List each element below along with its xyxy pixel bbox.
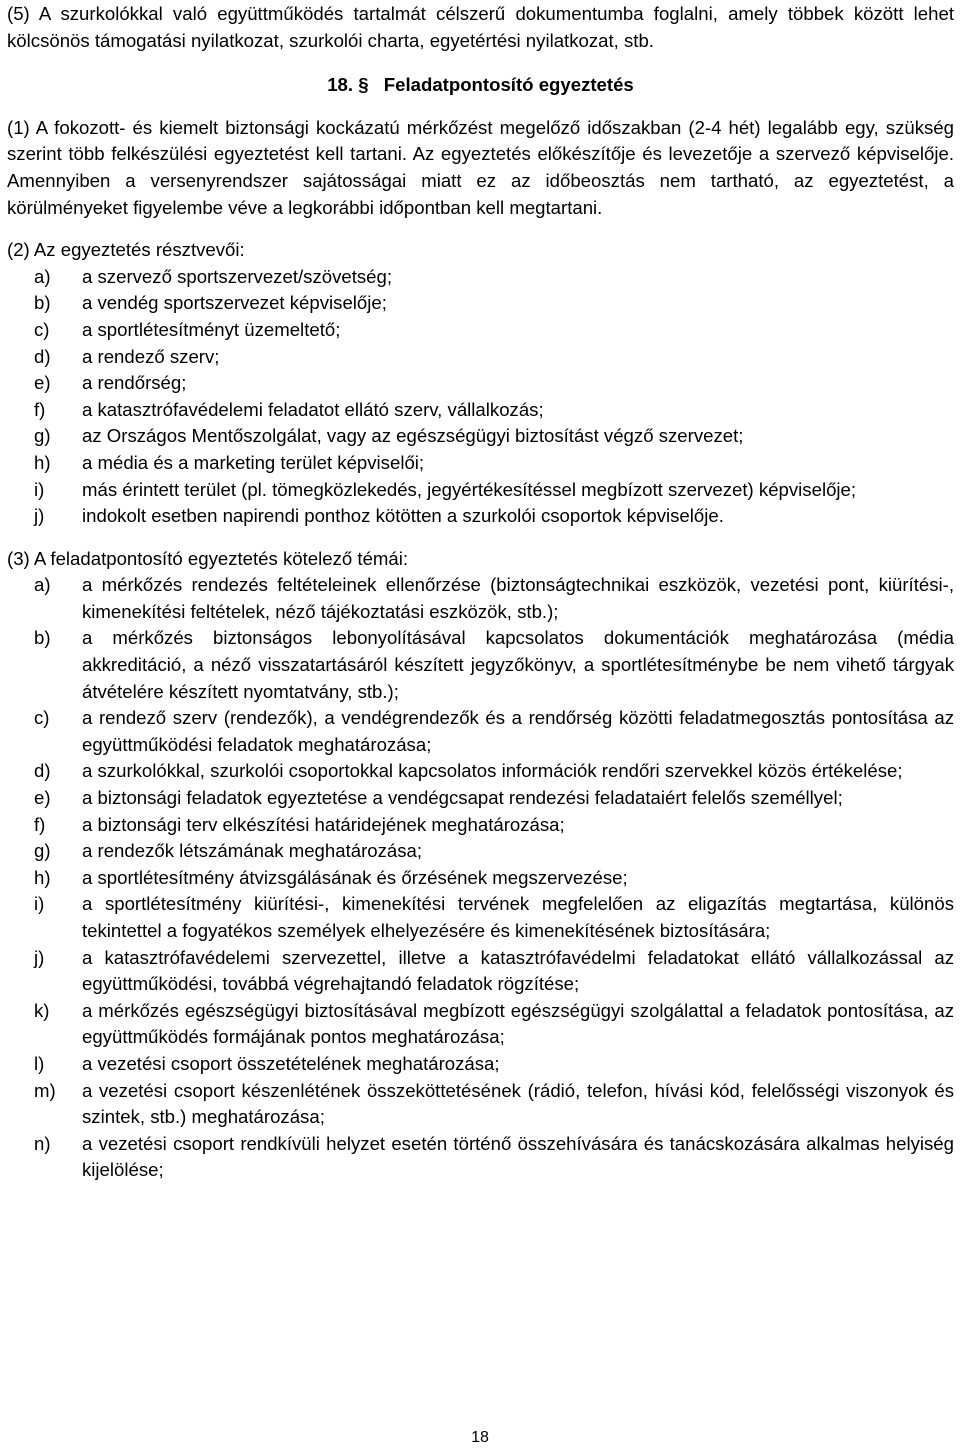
- list-item-text: a sportlétesítményt üzemeltető;: [82, 318, 341, 340]
- list-item: [7, 572, 954, 625]
- list-item: [7, 1131, 954, 1184]
- list-item-label: a): [34, 574, 51, 596]
- list-item-label: k): [34, 999, 50, 1021]
- list-item: [7, 1078, 954, 1131]
- list-item: [7, 423, 954, 450]
- list-item-text: a vendég sportszervezet képviselője;: [82, 292, 387, 314]
- list-item: [7, 812, 954, 839]
- list-item: [7, 290, 954, 317]
- section-title: Feladatpontosító egyeztetés: [383, 74, 634, 96]
- list-item-text: a biztonsági terv elkészítési határidejének meghatározása;: [82, 813, 565, 835]
- list-item-text: a szervező sportszervezet/szövetség;: [82, 265, 393, 287]
- list-item: [7, 397, 954, 424]
- list-item-text: a rendőrség;: [82, 372, 187, 394]
- list-item: [7, 891, 954, 944]
- list-item: [7, 998, 954, 1051]
- list-item-label: c): [34, 707, 50, 729]
- list-item: [7, 625, 954, 705]
- list-item-text: a vezetési csoport rendkívüli helyzet esetén történő összehívására és tanácskozására alkalmas helyiség kijelölése;: [82, 1132, 954, 1181]
- list-item: [7, 785, 954, 812]
- list-item-text: a média és a marketing terület képviselői;: [82, 451, 425, 473]
- list-item-text: az Országos Mentőszolgálat, vagy az egészségügyi biztosítást végző szervezet;: [82, 425, 744, 447]
- participants-list: [7, 264, 954, 530]
- list-item-label: h): [34, 451, 51, 473]
- list-item-label: j): [34, 505, 45, 527]
- section-symbol: §: [358, 74, 369, 96]
- list-item-text: a katasztrófavédelemi szervezettel, illetve a katasztrófavédelmi feladatokat ellátó vállalkozással az együttműködési, továbbá végrehajtandó feladatok rögzítése;: [82, 946, 954, 995]
- list-item: [7, 477, 954, 504]
- list-item-text: más érintett terület (pl. tömegközlekedés, jegyértékesítéssel megbízott szervezet) képviselője;: [82, 478, 857, 500]
- list-item: [7, 838, 954, 865]
- list-item-label: b): [34, 627, 51, 649]
- list-item-text: a biztonsági feladatok egyeztetése a vendégcsapat rendezési feladataiért felelős személlyel;: [82, 787, 843, 809]
- list-item-label: f): [34, 813, 46, 835]
- list-item-text: a sportlétesítmény átvizsgálásának és őrzésének megszervezése;: [82, 866, 628, 888]
- list-item-text: a rendező szerv (rendezők), a vendégrendezők és a rendőrség közötti feladatmegosztás pontosítása az együttműködési feladatok meghatározása;: [82, 707, 954, 755]
- list-item-text: indokolt esetben napirendi ponthoz kötötten a szurkolói csoportok képviselője.: [82, 505, 724, 527]
- list-item-label: i): [34, 893, 45, 915]
- list-item-label: m): [34, 1079, 56, 1101]
- list-item-label: i): [34, 478, 45, 500]
- list-item: [7, 758, 954, 785]
- list-item-label: a): [34, 265, 51, 287]
- page-number: 18: [471, 1429, 489, 1446]
- list-item-label: f): [34, 398, 46, 420]
- intro-paragraph: (5) A szurkolókkal való együttműködés tartalmát célszerű dokumentumba foglalni, amely többek között lehet kölcsönös támogatási nyilatkozat, szurkolói charta, egyetértési nyilatkozat, stb.: [7, 3, 954, 51]
- list-item-text: a rendező szerv;: [82, 345, 220, 367]
- list-item: [7, 370, 954, 397]
- list-item-text: a sportlétesítmény kiürítési-, kimenekítési tervének megfelelően az eligazítás megtartása, különös tekintettel a fogyatékos személyek elhelyezésére és kimenekítésének biztosítására;: [82, 893, 954, 941]
- paragraph-1: (1) A fokozott- és kiemelt biztonsági kockázatú mérkőzést megelőző időszakban (2-4 hét) legalább egy, szükség szerint több felkészülési egyeztetést kell tartani. Az egyeztetés előkészítője és levezetője a szervező képviselője. Amennyiben a versenyrendszer sajátosságai miatt ez az időbeosztás nem tartható, az egyeztetést, a körülményeket figyelembe véve a legkorábbi időpontban kell megtartani.: [7, 116, 954, 218]
- list-item-text: a mérkőzés egészségügyi biztosításával megbízott egészségügyi szolgálattal a feladatok pontosítása, az együttműködés formájának pontos meghatározása;: [82, 999, 954, 1048]
- list-item: [7, 945, 954, 998]
- list-item-label: d): [34, 345, 51, 367]
- list-item-label: e): [34, 372, 51, 394]
- paragraph-3-lead: (3) A feladatpontosító egyeztetés kötelező témái:: [7, 547, 409, 569]
- list-item-label: l): [34, 1052, 45, 1074]
- list-item-text: a szurkolókkal, szurkolói csoportokkal kapcsolatos információk rendőri szervekkel közös értékelése;: [82, 760, 903, 782]
- section-number: 18.: [327, 74, 354, 96]
- paragraph-2-lead: (2) Az egyeztetés résztvevői:: [7, 239, 245, 261]
- list-item-label: j): [34, 946, 45, 968]
- list-item-text: a mérkőzés rendezés feltételeinek ellenőrzése (biztonságtechnikai eszközök, vezetési pont, kiürítési-, kimenekítési feltételek, néző tájékoztatási eszközök, stb.);: [82, 574, 954, 622]
- list-item: [7, 865, 954, 892]
- topics-list: [7, 572, 954, 1184]
- list-item-text: a vezetési csoport készenlétének összeköttetésének (rádió, telefon, hívási kód, felelősségi viszonyok és szintek, stb.) meghatározása;: [82, 1079, 954, 1128]
- list-item: [7, 264, 954, 291]
- list-item-text: a rendezők létszámának meghatározása;: [82, 840, 423, 862]
- list-item-label: e): [34, 787, 51, 809]
- section-heading: [7, 72, 954, 99]
- list-item: [7, 705, 954, 758]
- list-item-label: n): [34, 1132, 51, 1154]
- list-item-label: c): [34, 318, 50, 340]
- list-item-text: a katasztrófavédelemi feladatot ellátó szerv, vállalkozás;: [82, 398, 544, 420]
- list-item-label: d): [34, 760, 51, 782]
- list-item: [7, 344, 954, 371]
- list-item-label: g): [34, 840, 51, 862]
- list-item: [7, 450, 954, 477]
- list-item-label: b): [34, 292, 51, 314]
- list-item: [7, 317, 954, 344]
- list-item-text: a vezetési csoport összetételének meghatározása;: [82, 1052, 500, 1074]
- list-item-text: a mérkőzés biztonságos lebonyolításával kapcsolatos dokumentációk meghatározása (média akkreditáció, a néző visszatartásáról készített jegyzőkönyv, a sportlétesítménybe be nem vihető tárgyak átvételére készített nyomtatvány, stb.);: [82, 627, 954, 702]
- list-item: [7, 503, 954, 530]
- list-item-label: g): [34, 425, 51, 447]
- list-item: [7, 1051, 954, 1078]
- list-item-label: h): [34, 866, 51, 888]
